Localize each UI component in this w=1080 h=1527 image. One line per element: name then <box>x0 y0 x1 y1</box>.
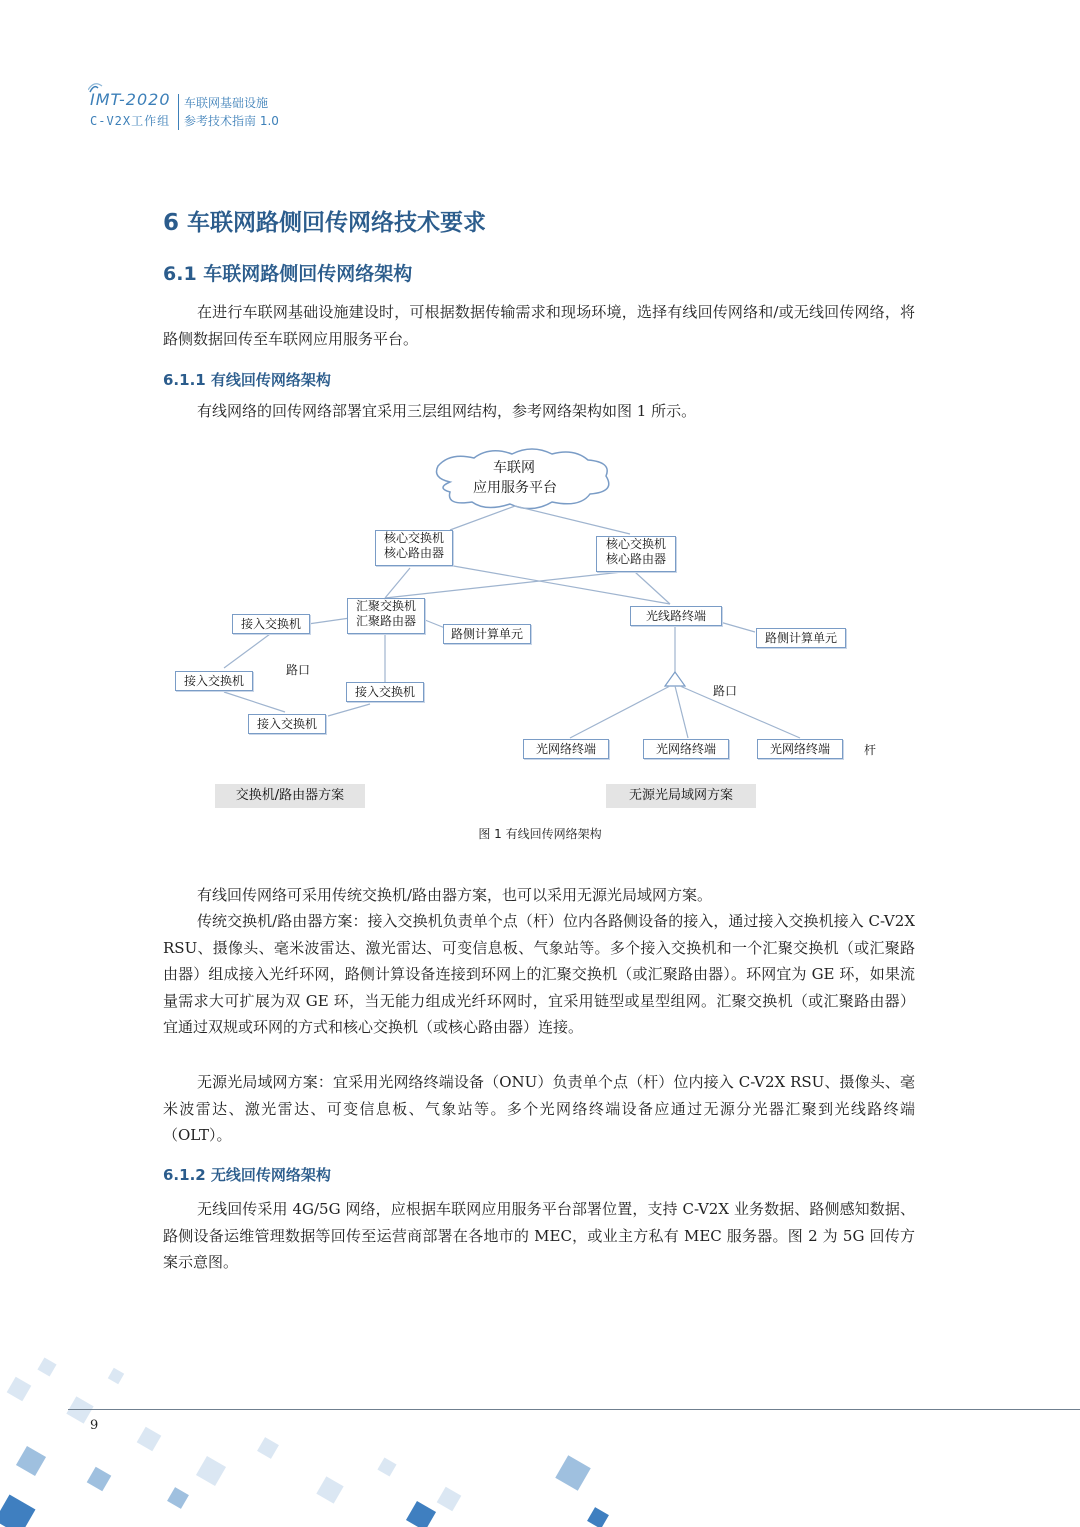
footer-divider <box>68 1409 1080 1410</box>
edge-compute-left: 路侧计算单元 <box>443 624 531 644</box>
section-6-1-2-paragraph: 无线回传采用 4G/5G 网络，应根据车联网应用服务平台部署位置，支持 C-V2X 业务数据、路侧感知数据、路侧设备运维管理数据等回传至运营商部署在各地市的 MEC，或业主方私有 MEC 服务器。图 2 为 5G 回传方案示意图。 <box>163 1200 915 1271</box>
paragraph-pon-scheme: 无源光局域网方案：宜采用光网络终端设备（ONU）负责单个点（杆）位内接入 C-V2X RSU、摄像头、毫米波雷达、激光雷达、可变信息板、气象站等。多个光网络终端设备应通过无源分光器汇聚到光线路终端（OLT）。 <box>163 1073 915 1144</box>
olt-node: 光线路终端 <box>630 606 722 626</box>
paragraph-schemes-intro: 有线回传网络可采用传统交换机/路由器方案，也可以采用无源光局域网方案。 <box>197 886 713 904</box>
pole-label: 杆 <box>864 743 877 757</box>
intersection-label-left: 路口 <box>286 663 311 677</box>
onu-node-1: 光网络终端 <box>523 739 609 759</box>
section-6-1-paragraph: 在进行车联网基础设施建设时，可根据数据传输需求和现场环境，选择有线回传网络和/或无线回传网络，将路侧数据回传至车联网应用服务平台。 <box>163 303 915 348</box>
section-6-1-title: 6.1 车联网路侧回传网络架构 <box>163 263 413 285</box>
doc-title-line2: 参考技术指南 1.0 <box>184 114 279 128</box>
logo-main-text: IMT-2020 <box>90 90 171 109</box>
logo-sub-text: C-V2X工作组 <box>90 114 171 128</box>
access-switch-right: 接入交换机 <box>346 682 424 702</box>
aggregation-switch-line1: 汇聚交换机 <box>355 599 416 613</box>
core-switch-right-line1: 核心交换机 <box>605 537 666 551</box>
access-switch-bottom: 接入交换机 <box>248 714 326 734</box>
paragraph-switch-router-scheme: 传统交换机/路由器方案：接入交换机负责单个点（杆）位内各路侧设备的接入，通过接入交换机接入 C-V2X RSU、摄像头、毫米波雷达、激光雷达、可变信息板、气象站等。多个接入交换机和一个汇聚交换机（或汇聚路由器）组成接入光纤环网，路侧计算设备连接到环网上的汇聚交换机（或汇聚路由器）。环网宜为 GE 环，如果流量需求大可扩展为双 GE 环，当无能力组成光纤环网时，宜采用链型或星型组网。汇聚交换机（或汇聚路由器）宜通过双规或环网的方式和核心交换机（或核心路由器）连接。 <box>163 912 915 1036</box>
section-6-1-2-title: 6.1.2 无线回传网络架构 <box>163 1166 331 1184</box>
onu-node-2: 光网络终端 <box>643 739 729 759</box>
header-logo <box>88 88 288 136</box>
core-switch-left <box>375 530 453 566</box>
aggregation-switch <box>347 598 425 634</box>
aggregation-switch-line2: 汇聚路由器 <box>355 614 416 628</box>
core-switch-right-line2: 核心路由器 <box>605 552 666 566</box>
core-switch-left-line1: 核心交换机 <box>383 531 444 545</box>
section-6-1-1-paragraph: 有线网络的回传网络部署宜采用三层组网结构，参考网络架构如图 1 所示。 <box>197 402 697 420</box>
access-switch-left: 接入交换机 <box>175 671 253 691</box>
core-switch-right <box>596 536 676 572</box>
scheme-pon: 无源光局域网方案 <box>606 784 756 808</box>
logo-divider <box>178 94 179 130</box>
cloud-label-line1: 车联网 <box>493 460 535 476</box>
core-switch-left-line2: 核心路由器 <box>383 546 444 560</box>
doc-title-line1: 车联网基础设施 <box>184 96 269 110</box>
section-6-1-1-title: 6.1.1 有线回传网络架构 <box>163 371 331 389</box>
cloud-label-line2: 应用服务平台 <box>473 480 557 496</box>
figure-wired-backhaul <box>160 448 900 818</box>
access-switch-top: 接入交换机 <box>232 614 310 634</box>
chapter-title: 6 车联网路侧回传网络技术要求 <box>163 210 487 236</box>
scheme-switch-router: 交换机/路由器方案 <box>215 784 365 808</box>
intersection-label-right: 路口 <box>713 684 738 698</box>
figure-1-caption: 图 1 有线回传网络架构 <box>478 827 602 841</box>
footer-decoration <box>0 1340 620 1527</box>
onu-node-3: 光网络终端 <box>757 739 843 759</box>
page-number: 9 <box>90 1418 99 1433</box>
edge-compute-right: 路侧计算单元 <box>756 628 846 648</box>
